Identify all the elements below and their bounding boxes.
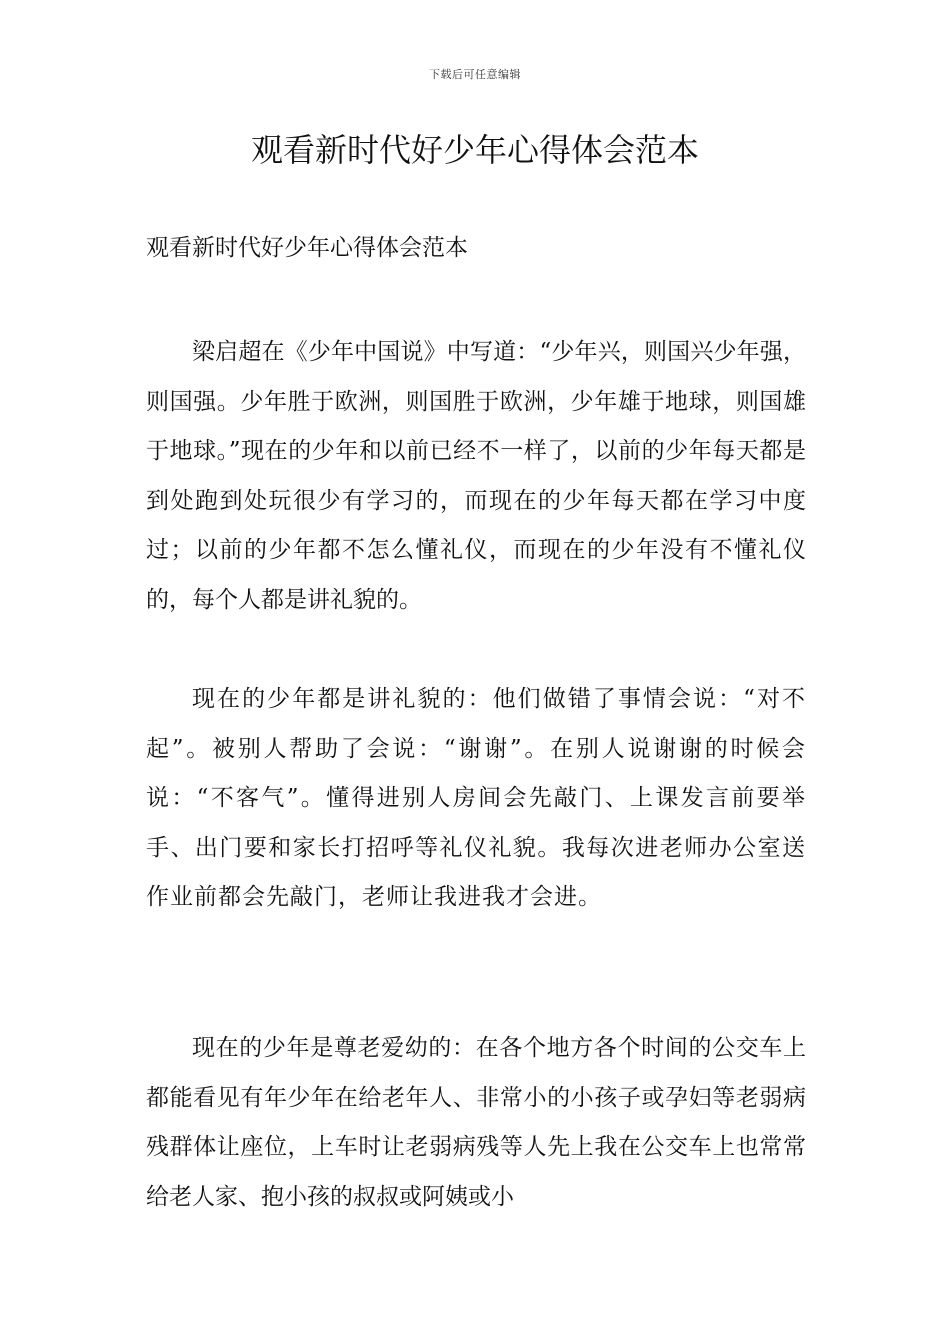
paragraph-3: 现在的少年是尊老爱幼的：在各个地方各个时间的公交车上都能看见有年少年在给老年人、非常小的小孩子或孕妇等老弱病残群体让座位，上车时让老弱病残等人先上我在公交车上也常常给老人家、抱小孩的叔叔或阿姨或小 xyxy=(146,1035,806,1210)
document-title: 观看新时代好少年心得体会范本 xyxy=(250,131,699,169)
paragraph-2: 现在的少年都是讲礼貌的：他们做错了事情会说：“对不起”。被别人帮助了会说：“谢谢”。在别人说谢谢的时候会说：“不客气”。懂得进别人房间会先敲门、上课发言前要举手、出门要和家长打招呼等礼仪礼貌。我每次进老师办公室送作业前都会先敲门，老师让我进我才会进。 xyxy=(146,686,806,910)
document-subtitle: 观看新时代好少年心得体会范本 xyxy=(146,235,468,261)
header-note: 下载后可任意编辑 xyxy=(429,68,521,81)
paragraph-1: 梁启超在《少年中国说》中写道：“少年兴，则国兴少年强，则国强。少年胜于欧洲，则国胜于欧洲，少年雄于地球，则国雄于地球。”现在的少年和以前已经不一样了，以前的少年每天都是到处跑到处玩很少有学习的，而现在的少年每天都在学习中度过；以前的少年都不怎么懂礼仪，而现在的少年没有不懂礼仪的，每个人都是讲礼貌的。 xyxy=(146,339,806,613)
